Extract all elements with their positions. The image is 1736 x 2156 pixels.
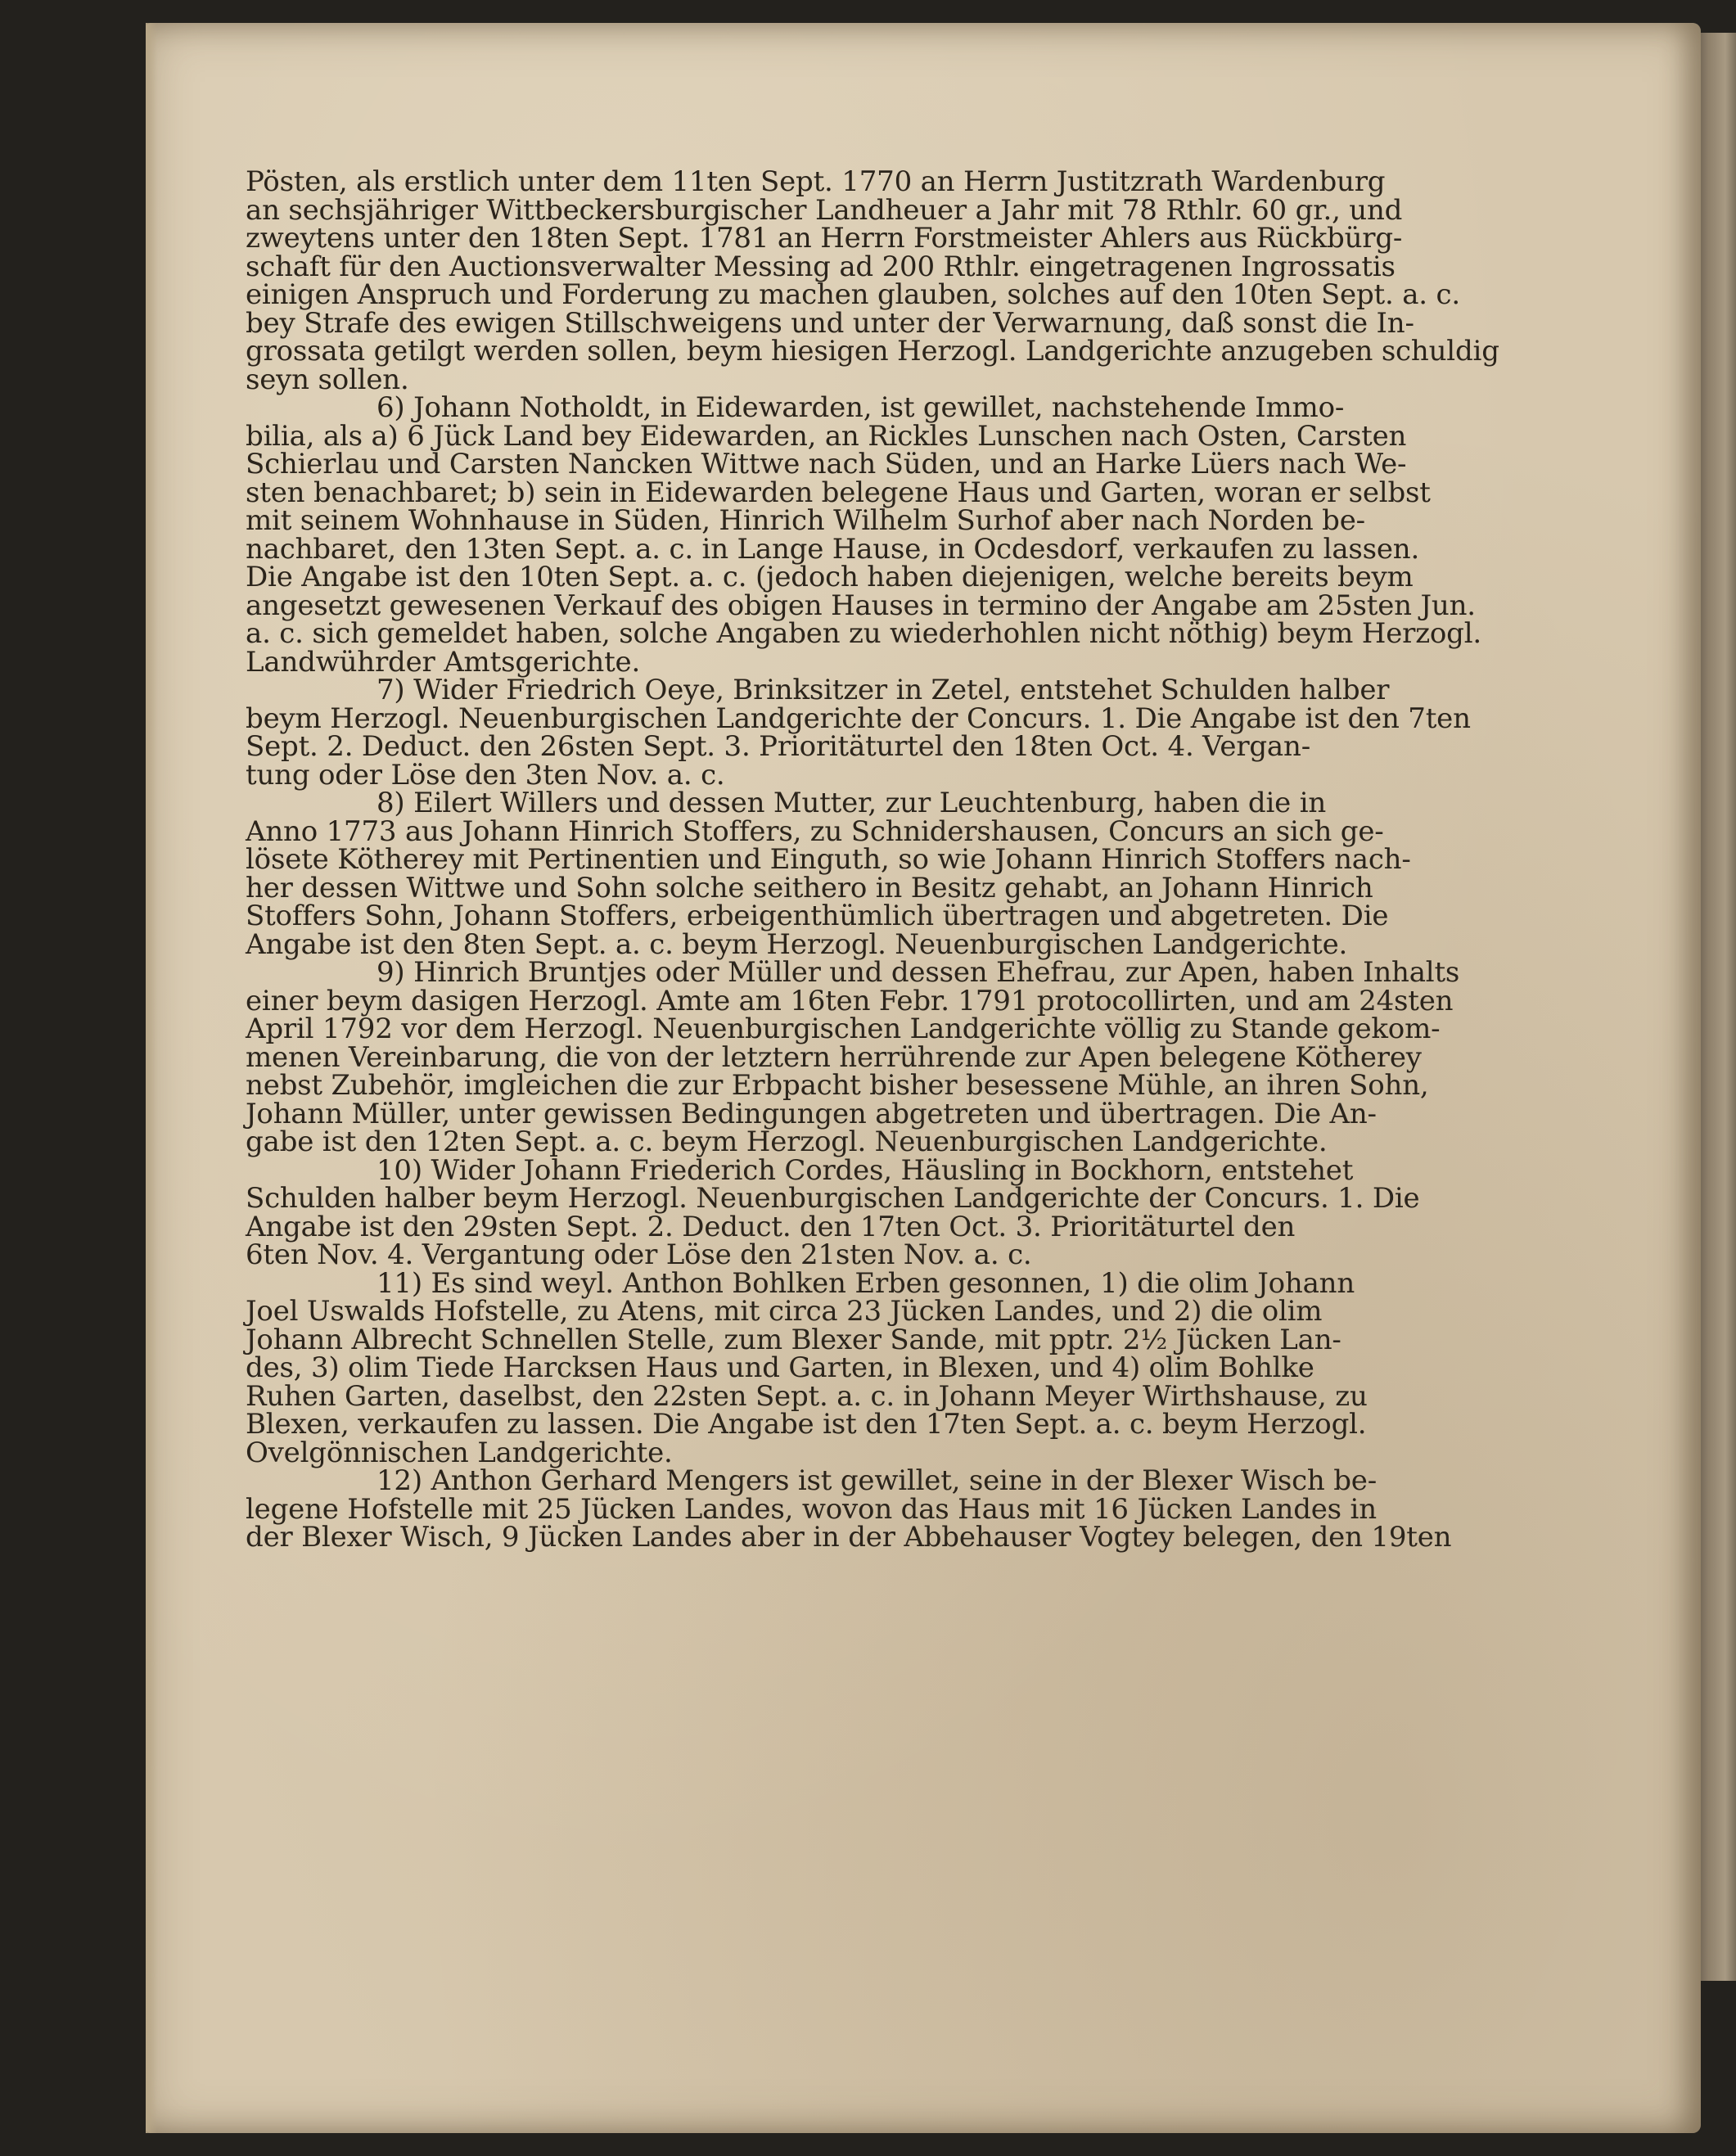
paragraph-start-12: 12) Anthon Gerhard Mengers ist gewillet, seine in der Blexer Wisch be-	[377, 1464, 1378, 1497]
text-line: nebst Zubehör, imgleichen die zur Erbpacht bisher besessene Mühle, an ihren Sohn,	[246, 1069, 1429, 1102]
text-line: einer beym dasigen Herzogl. Amte am 16ten Febr. 1791 protocollirten, und am 24sten	[246, 984, 1454, 1017]
text-line: einigen Anspruch und Forderung zu machen glauben, solches auf den 10ten Sept. a. c.	[246, 278, 1460, 311]
text-line: Ovelgönnischen Landgerichte.	[246, 1436, 673, 1469]
text-line: Die Angabe ist den 10ten Sept. a. c. (jedoch haben diejenigen, welche bereits beym	[246, 561, 1414, 593]
text-line: menen Vereinbarung, die von der letztern herrührende zur Apen belegene Kötherey	[246, 1040, 1422, 1074]
paragraph-start-8: 8) Eilert Willers und dessen Mutter, zur Leuchtenburg, haben die in	[377, 787, 1327, 819]
text-line: April 1792 vor dem Herzogl. Neuenburgischen Landgerichte völlig zu Stande gekom-	[246, 1013, 1441, 1045]
text-line: mit seinem Wohnhause in Süden, Hinrich Wilhelm Surhof aber nach Norden be-	[246, 504, 1365, 537]
text-line: Angabe ist den 29sten Sept. 2. Deduct. den 17ten Oct. 3. Prioritäturtel den	[246, 1210, 1296, 1243]
text-line: an sechsjähriger Wittbeckersburgischer Landheuer a Jahr mit 78 Rthlr. 60 gr., und	[246, 193, 1403, 227]
text-line: schaft für den Auctionsverwalter Messing ad 200 Rthlr. eingetragenen Ingrossatis	[246, 250, 1396, 283]
text-line: angesetzt gewesenen Verkauf des obigen Hauses in termino der Angabe am 25sten Jun.	[246, 589, 1476, 622]
text-line: Ruhen Garten, daselbst, den 22sten Sept. a. c. in Johann Meyer Wirthshause, zu	[246, 1379, 1368, 1413]
text-line: des, 3) olim Tiede Harcksen Haus und Garten, in Blexen, und 4) olim Bohlke	[246, 1351, 1314, 1384]
text-line: Schierlau und Carsten Nancken Wittwe nach Süden, und an Harke Lüers nach We-	[246, 448, 1407, 480]
text-line: tung oder Löse den 3ten Nov. a. c.	[246, 758, 725, 792]
page-edge-shadow	[146, 23, 157, 2133]
text-line: der Blexer Wisch, 9 Jücken Landes aber in der Abbehauser Vogtey belegen, den 19ten	[246, 1521, 1452, 1554]
text-line: Sept. 2. Deduct. den 26sten Sept. 3. Prioritäturtel den 18ten Oct. 4. Vergan-	[246, 730, 1310, 763]
text-line: bey Strafe des ewigen Stillschweigens und unter der Verwarnung, daß sonst die In-	[246, 306, 1414, 340]
paragraph-start-7: 7) Wider Friedrich Oeye, Brinksitzer in Zetel, entstehet Schulden halber	[377, 674, 1390, 706]
text-line: sten benachbaret; b) sein in Eidewarden belegene Haus und Garten, woran er selbst	[246, 476, 1431, 509]
page-text-block	[246, 165, 1621, 1554]
text-line: legene Hofstelle mit 25 Jücken Landes, wovon das Haus mit 16 Jücken Landes in	[246, 1492, 1377, 1526]
text-line: zweytens unter den 18ten Sept. 1781 an Herrn Forstmeister Ahlers aus Rückbürg-	[246, 222, 1403, 255]
text-line: a. c. sich gemeldet haben, solche Angaben zu wiederhohlen nicht nöthig) beym Herzogl.	[246, 617, 1482, 650]
text-line: Pösten, als erstlich unter dem 11ten Sept. 1770 an Herrn Justitzrath Wardenburg	[246, 165, 1386, 198]
text-line: Joel Uswalds Hofstelle, zu Atens, mit circa 23 Jücken Landes, und 2) die olim	[246, 1295, 1323, 1328]
text-line: grossata getilgt werden sollen, beym hiesigen Herzogl. Landgerichte anzugeben schuldig	[246, 335, 1499, 368]
paragraph-start-6: 6) Johann Notholdt, in Eidewarden, ist gewillet, nachstehende Immo-	[377, 391, 1345, 424]
text-line: Angabe ist den 8ten Sept. a. c. beym Herzogl. Neuenburgischen Landgerichte.	[246, 927, 1348, 961]
text-line: Schulden halber beym Herzogl. Neuenburgischen Landgerichte der Concurs. 1. Die	[246, 1182, 1420, 1215]
text-line: lösete Kötherey mit Pertinentien und Einguth, so wie Johann Hinrich Stoffers nach-	[246, 843, 1411, 876]
text-line: Stoffers Sohn, Johann Stoffers, erbeigenthümlich übertragen und abgetreten. Die	[246, 900, 1389, 932]
paragraph-start-11: 11) Es sind weyl. Anthon Bohlken Erben gesonnen, 1) die olim Johann	[377, 1266, 1355, 1300]
text-line: beym Herzogl. Neuenburgischen Landgerichte der Concurs. 1. Die Angabe ist den 7ten	[246, 701, 1471, 735]
text-line: Landwührder Amtsgerichte.	[246, 645, 641, 679]
paragraph-start-10: 10) Wider Johann Friederich Cordes, Häusling in Bockhorn, entstehet	[377, 1153, 1354, 1187]
text-line: Johann Albrecht Schnellen Stelle, zum Blexer Sande, mit pptr. 2½ Jücken Lan-	[246, 1323, 1341, 1356]
text-line: seyn sollen.	[246, 363, 409, 396]
text-line: Blexen, verkaufen zu lassen. Die Angabe ist den 17ten Sept. a. c. beym Herzogl.	[246, 1408, 1367, 1441]
text-line: 6ten Nov. 4. Vergantung oder Löse den 21sten Nov. a. c.	[246, 1238, 1032, 1271]
text-line: bilia, als a) 6 Jück Land bey Eidewarden, an Rickles Lunschen nach Osten, Carsten	[246, 419, 1407, 453]
text-line: gabe ist den 12ten Sept. a. c. beym Herzogl. Neuenburgischen Landgerichte.	[246, 1125, 1328, 1158]
paragraph-start-9: 9) Hinrich Bruntjes oder Müller und dessen Ehefrau, zur Apen, haben Inhalts	[377, 956, 1460, 989]
text-line: Anno 1773 aus Johann Hinrich Stoffers, zu Schnidershausen, Concurs an sich ge-	[246, 814, 1384, 848]
text-line: nachbaret, den 13ten Sept. a. c. in Lange Hause, in Ocdesdorf, verkaufen zu lassen.	[246, 532, 1420, 566]
text-line: her dessen Wittwe und Sohn solche seithero in Besitz gehabt, an Johann Hinrich	[246, 871, 1373, 904]
text-line: Johann Müller, unter gewissen Bedingungen abgetreten und übertragen. Die An-	[246, 1097, 1377, 1130]
